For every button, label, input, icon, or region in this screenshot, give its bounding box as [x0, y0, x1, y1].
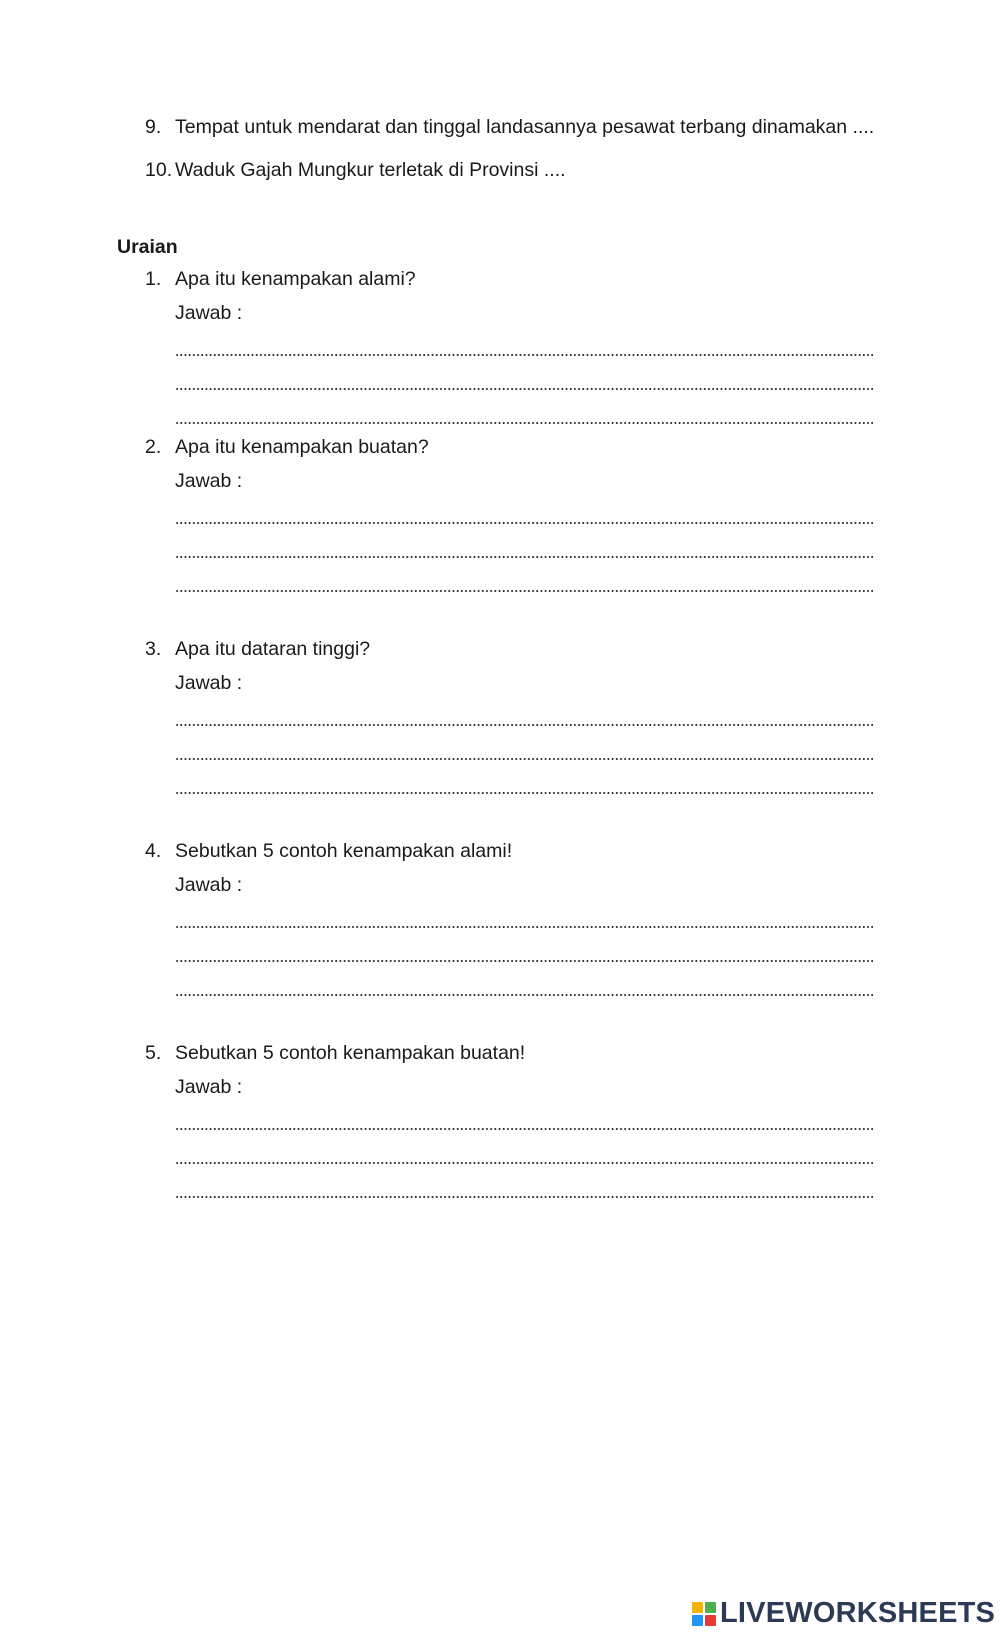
question-text: Waduk Gajah Mungkur terletak di Provinsi ....	[175, 159, 566, 181]
answer-label: Jawab :	[175, 470, 243, 492]
logo-square	[692, 1615, 703, 1626]
answer-line[interactable]	[175, 994, 873, 996]
question-text: Sebutkan 5 contoh kenampakan alami!	[175, 840, 513, 862]
question-text: Tempat untuk mendarat dan tinggal landasannya pesawat terbang dinamakan ....	[175, 116, 875, 138]
answer-line[interactable]	[175, 1128, 873, 1130]
section-heading-uraian: Uraian	[117, 236, 178, 258]
logo-square	[705, 1602, 716, 1613]
answer-line[interactable]	[175, 1196, 873, 1198]
logo-square	[705, 1615, 716, 1626]
answer-line[interactable]	[175, 758, 873, 760]
answer-line[interactable]	[175, 926, 873, 928]
answer-line[interactable]	[175, 388, 873, 390]
answer-line[interactable]	[175, 422, 873, 424]
logo-square	[692, 1602, 703, 1613]
question-number: 5.	[145, 1042, 162, 1064]
answer-line[interactable]	[175, 1162, 873, 1164]
question-number: 10.	[145, 159, 173, 181]
liveworksheets-logo-icon	[692, 1602, 716, 1626]
answer-line[interactable]	[175, 590, 873, 592]
answer-line[interactable]	[175, 522, 873, 524]
answer-label: Jawab :	[175, 1076, 243, 1098]
question-number: 9.	[145, 116, 162, 138]
liveworksheets-logo	[692, 1597, 995, 1630]
logo-wordmark: LIVEWORKSHEETS	[720, 1597, 996, 1629]
question-text: Apa itu kenampakan alami?	[175, 268, 416, 290]
answer-label: Jawab :	[175, 672, 243, 694]
answer-label: Jawab :	[175, 302, 243, 324]
question-number: 1.	[145, 268, 162, 290]
answer-line[interactable]	[175, 354, 873, 356]
answer-line[interactable]	[175, 792, 873, 794]
answer-line[interactable]	[175, 960, 873, 962]
answer-line[interactable]	[175, 556, 873, 558]
question-number: 3.	[145, 638, 162, 660]
answer-label: Jawab :	[175, 874, 243, 896]
question-text: Sebutkan 5 contoh kenampakan buatan!	[175, 1042, 526, 1064]
question-text: Apa itu kenampakan buatan?	[175, 436, 429, 458]
question-text: Apa itu dataran tinggi?	[175, 638, 371, 660]
answer-line[interactable]	[175, 724, 873, 726]
question-number: 4.	[145, 840, 162, 862]
question-number: 2.	[145, 436, 162, 458]
